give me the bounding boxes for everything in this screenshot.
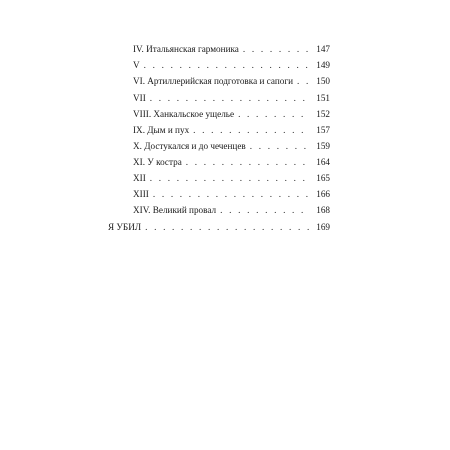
- dot-leader: [238, 109, 310, 120]
- toc-entry: [133, 125, 330, 136]
- dot-leader: [297, 76, 310, 87]
- toc-entry-page: 150: [316, 76, 330, 86]
- toc-entry-page: 168: [316, 205, 330, 215]
- toc-entry: [133, 173, 330, 184]
- toc-entry-title: VII: [133, 93, 146, 103]
- toc-entry-title: V: [133, 60, 140, 70]
- toc-entry-page: 169: [316, 222, 330, 232]
- toc-entry-page: 164: [316, 157, 330, 167]
- toc-entry-page: 149: [316, 60, 330, 70]
- toc-entry-title: XIV. Великий провал: [133, 205, 217, 215]
- toc-entry: [133, 109, 330, 120]
- toc-entry-page: 166: [316, 189, 330, 199]
- toc-entry-title: IX. Дым и пух: [133, 125, 190, 135]
- toc-entry-title: VIII. Ханкальское ущелье: [133, 109, 235, 119]
- dot-leader: [150, 173, 310, 184]
- toc-entry: [133, 141, 330, 152]
- toc-entry-page: 147: [316, 44, 330, 54]
- toc-entry: [133, 60, 330, 71]
- toc-entry: [133, 76, 330, 87]
- dot-leader: [193, 125, 310, 136]
- toc-entry-title: IV. Итальянская гармоника: [133, 44, 239, 54]
- toc-entry-page: 165: [316, 173, 330, 183]
- toc-entry-title: XIII: [133, 189, 149, 199]
- dot-leader: [220, 205, 310, 216]
- dot-leader: [250, 141, 310, 152]
- toc-entry: [133, 189, 330, 200]
- toc-entry: [133, 157, 330, 168]
- toc-entry-page: 152: [316, 109, 330, 119]
- toc-entry-title: XI. У костра: [133, 157, 182, 167]
- toc-entry-page: 159: [316, 141, 330, 151]
- toc-entry: [133, 93, 330, 104]
- dot-leader: [145, 222, 310, 233]
- toc-entry-title: XII: [133, 173, 146, 183]
- toc-entry-title: Я УБИЛ: [108, 222, 142, 232]
- dot-leader: [186, 157, 310, 168]
- dot-leader: [150, 93, 310, 104]
- toc-entry-page: 157: [316, 125, 330, 135]
- dot-leader: [153, 189, 310, 200]
- toc-entry-title: VI. Артиллерийская подготовка и сапоги: [133, 76, 294, 86]
- dot-leader: [144, 60, 310, 71]
- toc-entry-page: 151: [316, 93, 330, 103]
- toc-entry-part: [108, 222, 330, 233]
- toc-entry: [133, 44, 330, 55]
- toc-entry: [133, 205, 330, 216]
- dot-leader: [243, 44, 310, 55]
- toc-entry-title: X. Достукался и до чеченцев: [133, 141, 246, 151]
